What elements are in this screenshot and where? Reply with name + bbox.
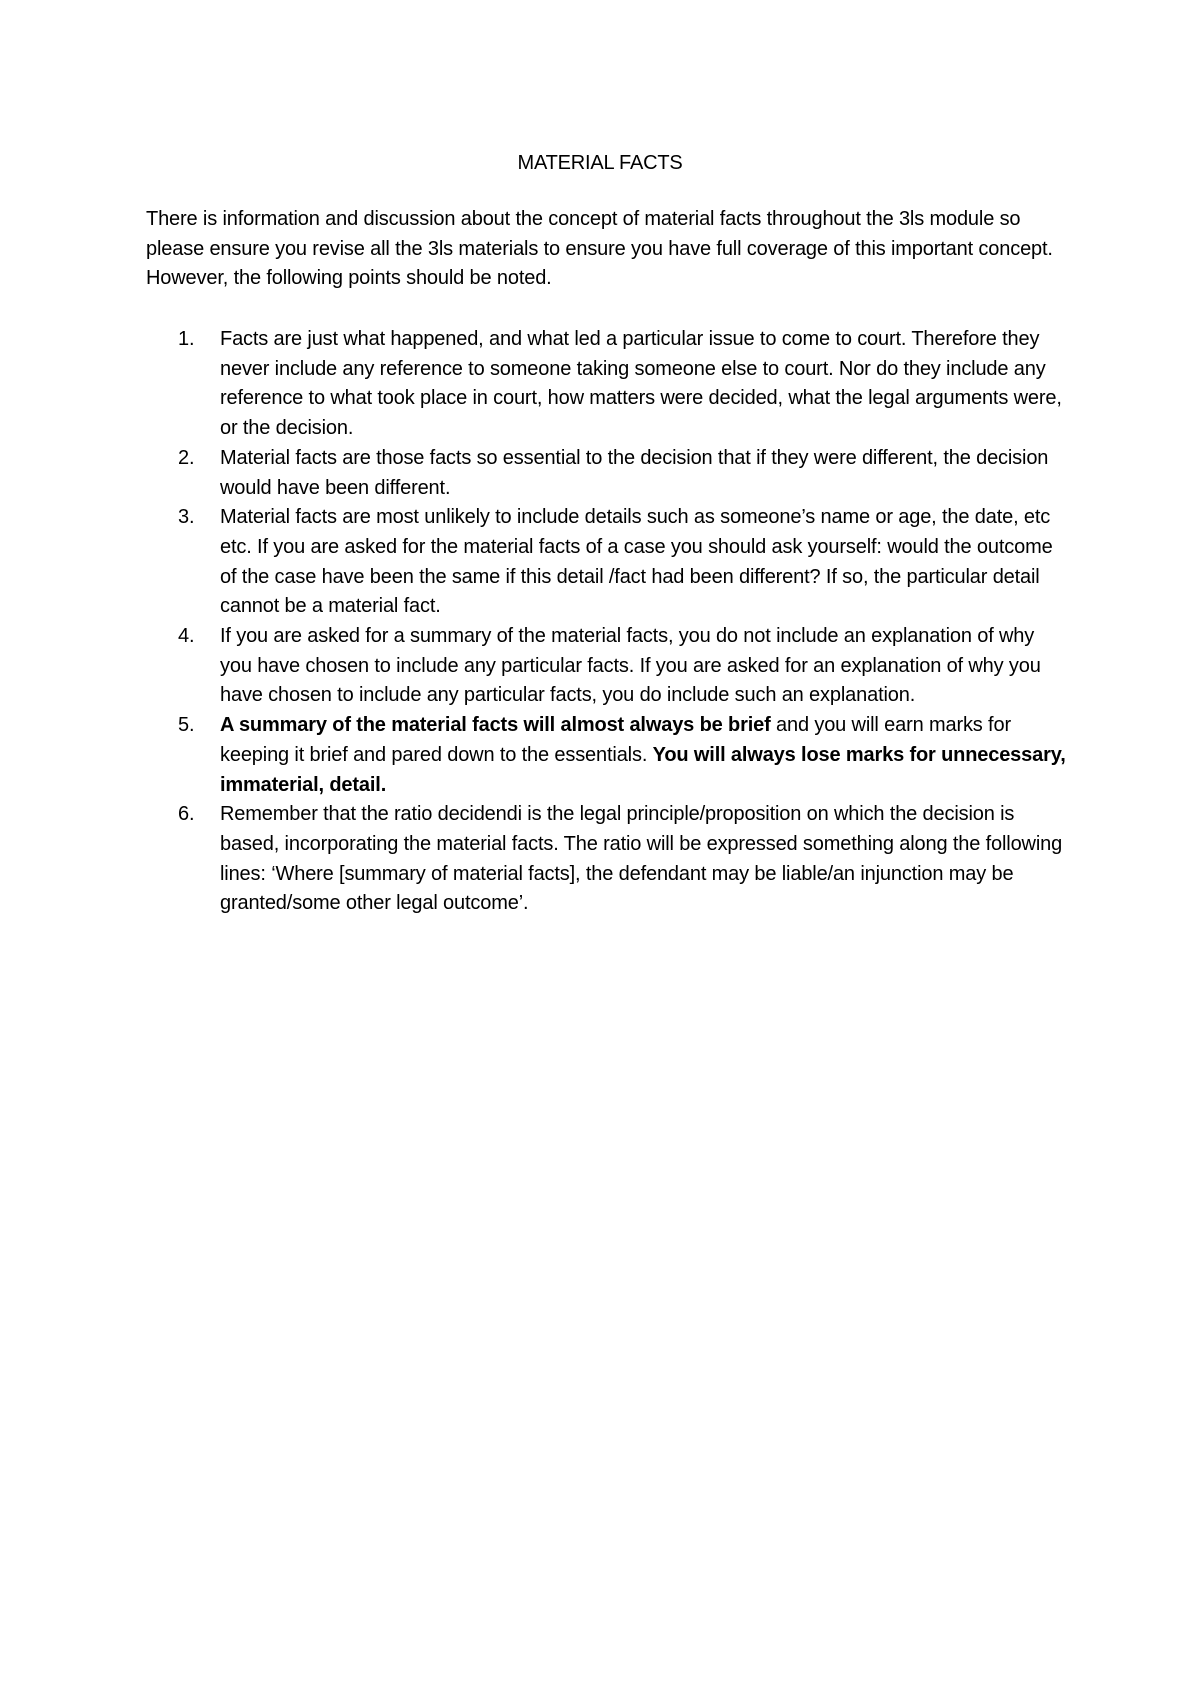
list-item-number: 2. <box>178 446 195 469</box>
list-item <box>170 622 1070 711</box>
points-list <box>170 325 1070 919</box>
list-item-number: 5. <box>178 714 195 737</box>
list-item-text: and you will earn marks for keeping it brief and pared down to the essentials. <box>220 714 1011 766</box>
list-item-bold-text: A summary of the material facts will almost always be brief <box>220 714 771 737</box>
list-item-text: Remember that the ratio decidendi is the legal principle/proposition on which the decision is based, incorporating the material facts. The ratio will be expressed something along the following lines: ‘Where [summary of material facts], the defendant may be liable/an injunction may be granted/some other legal outcome’. <box>220 803 1063 915</box>
list-item-number: 1. <box>178 328 195 350</box>
list-item-bold-text: You will always lose marks for unnecessary, immaterial, detail. <box>220 743 1066 796</box>
list-item <box>170 325 1070 444</box>
list-item-text: Material facts are those facts so essential to the decision that if they were different, the decision would have been different. <box>220 446 1049 499</box>
list-item-number: 6. <box>178 803 195 826</box>
list-item-text: Material facts are most unlikely to include details such as someone’s name or age, the date, etc etc. If you are asked for the material facts of a case you should ask yourself: would the outcome of the case have been the same if this detail /fact had been different? If so, the particular detail cannot be a material fact. <box>220 506 1053 618</box>
list-item-text: If you are asked for a summary of the material facts, you do not include an explanation of why you have chosen to include any particular facts. If you are asked for an explanation of why you have chosen to include any particular facts, you do include such an explanation. <box>220 625 1041 707</box>
list-item-text: Facts are just what happened, and what led a particular issue to come to court. Therefore they never include any reference to someone taking someone else to court. Nor do they include any reference to what took place in court, how matters were decided, what the legal arguments were, or the decision. <box>220 328 1062 440</box>
intro-paragraph: There is information and discussion about the concept of material facts throughout the 3ls module so please ensure you revise all the 3ls materials to ensure you have full coverage of this important concept. However, the following points should be noted. <box>146 208 1053 290</box>
list-item <box>170 711 1070 800</box>
list-item-number: 3. <box>178 506 195 529</box>
list-item <box>170 503 1070 622</box>
list-item <box>170 800 1070 919</box>
list-item-number: 4. <box>178 625 195 648</box>
list-item <box>170 444 1070 503</box>
document-title: MATERIAL FACTS <box>517 152 683 174</box>
